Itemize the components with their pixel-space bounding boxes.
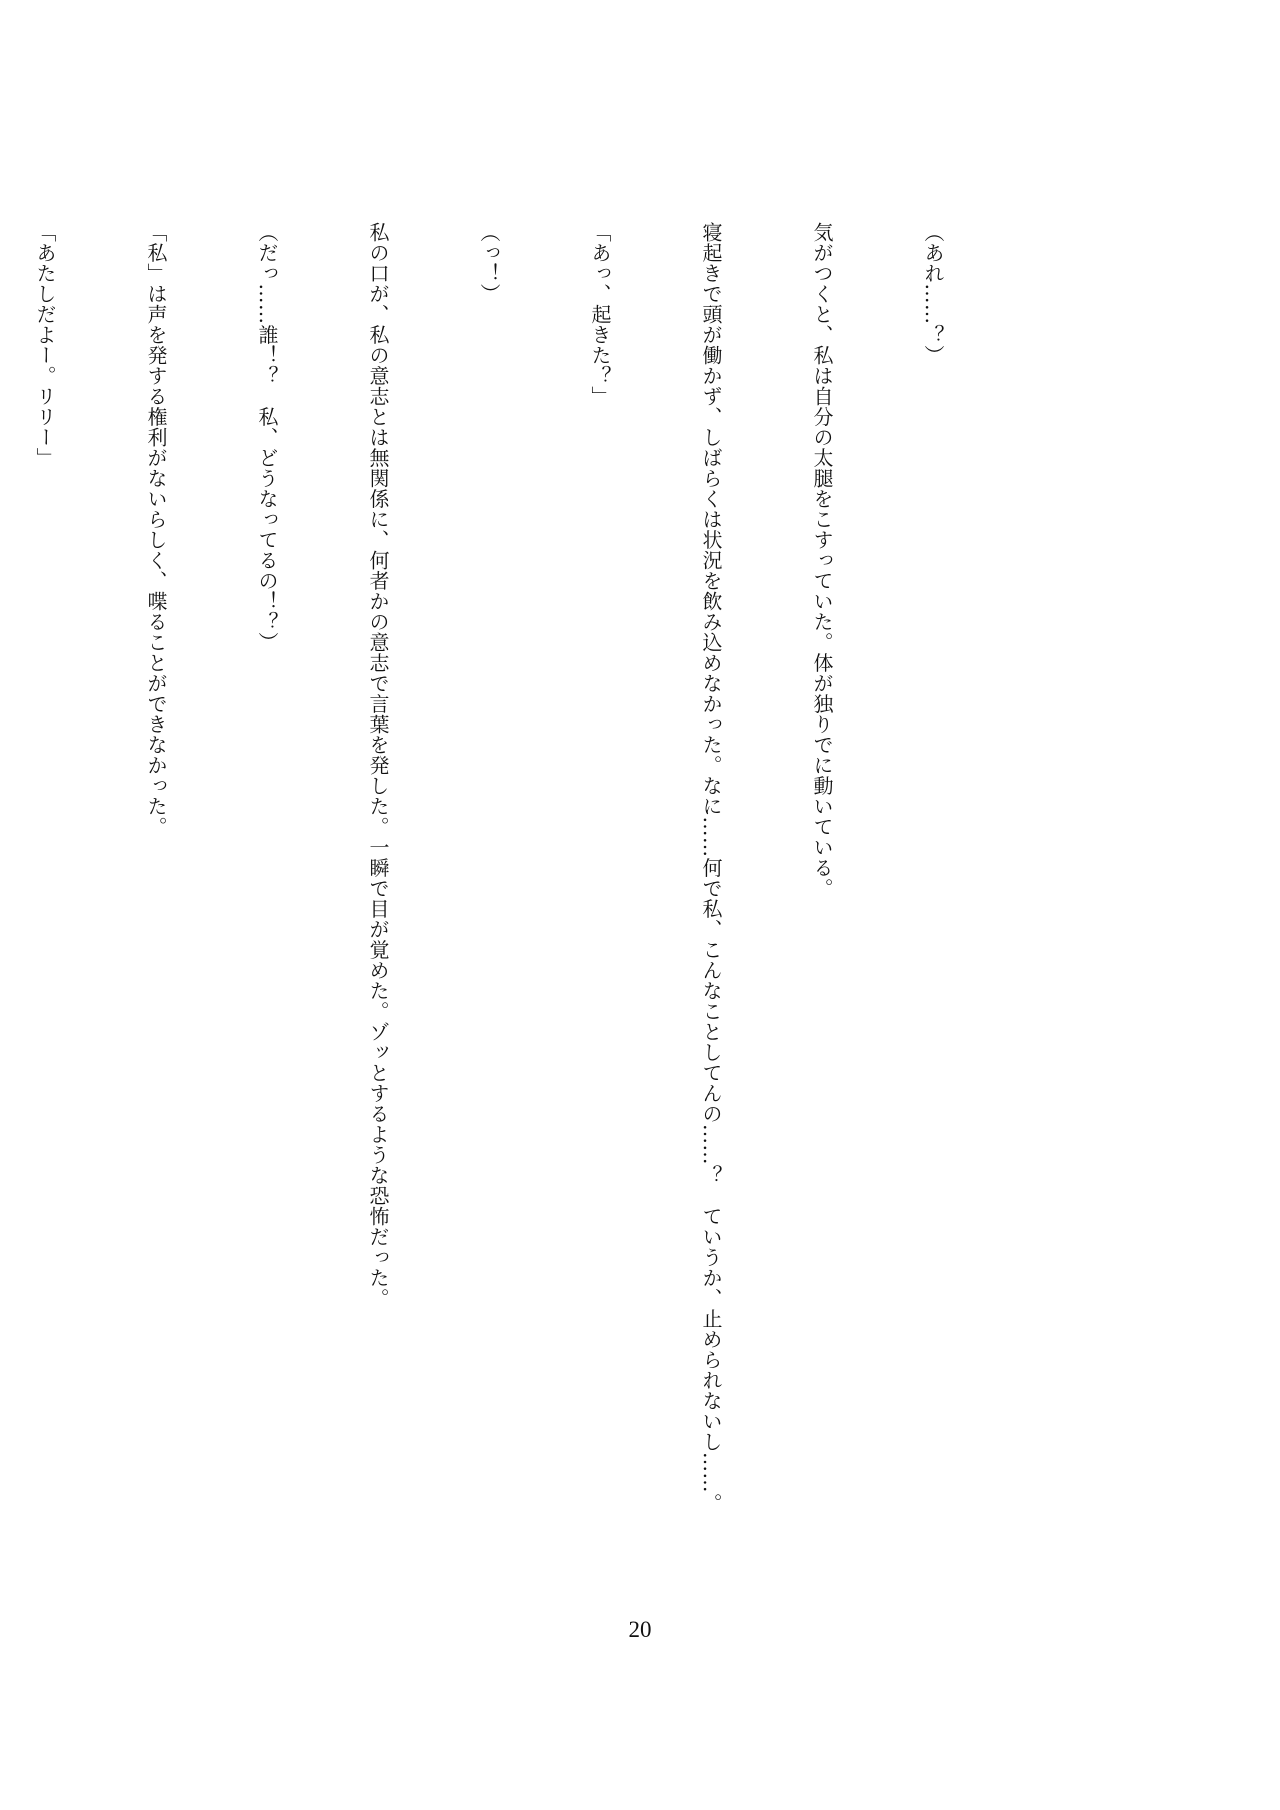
text-line: （あれ……？） bbox=[921, 222, 945, 366]
text-line: （だっ……誰！？ 私、どうなってるの！？） bbox=[255, 222, 279, 653]
text-line: （っ！） bbox=[477, 222, 501, 304]
text-line: 「あたしだよー。リリー」 bbox=[33, 222, 57, 468]
text-line: 「あっ、起きた？」 bbox=[588, 222, 612, 407]
vertical-text-body bbox=[0, 222, 1025, 1522]
text-line: 寝起きで頭が働かず、しばらくは状況を飲み込めなかった。なに……何で私、こんなことしてんの……？ ていうか、止められないし……。 bbox=[699, 222, 723, 1514]
page-number: 20 bbox=[628, 1617, 652, 1642]
text-line: 私の口が、私の意志とは無関係に、何者かの意志で言葉を発した。一瞬で目が覚めた。ゾッとするような恐怖だった。 bbox=[366, 222, 390, 1309]
text-line: 「私」は声を発する権利がないらしく、喋ることができなかった。 bbox=[144, 222, 168, 837]
text-line: 気がつくと、私は自分の太腿をこすっていた。体が独りでに動いている。 bbox=[810, 222, 834, 899]
